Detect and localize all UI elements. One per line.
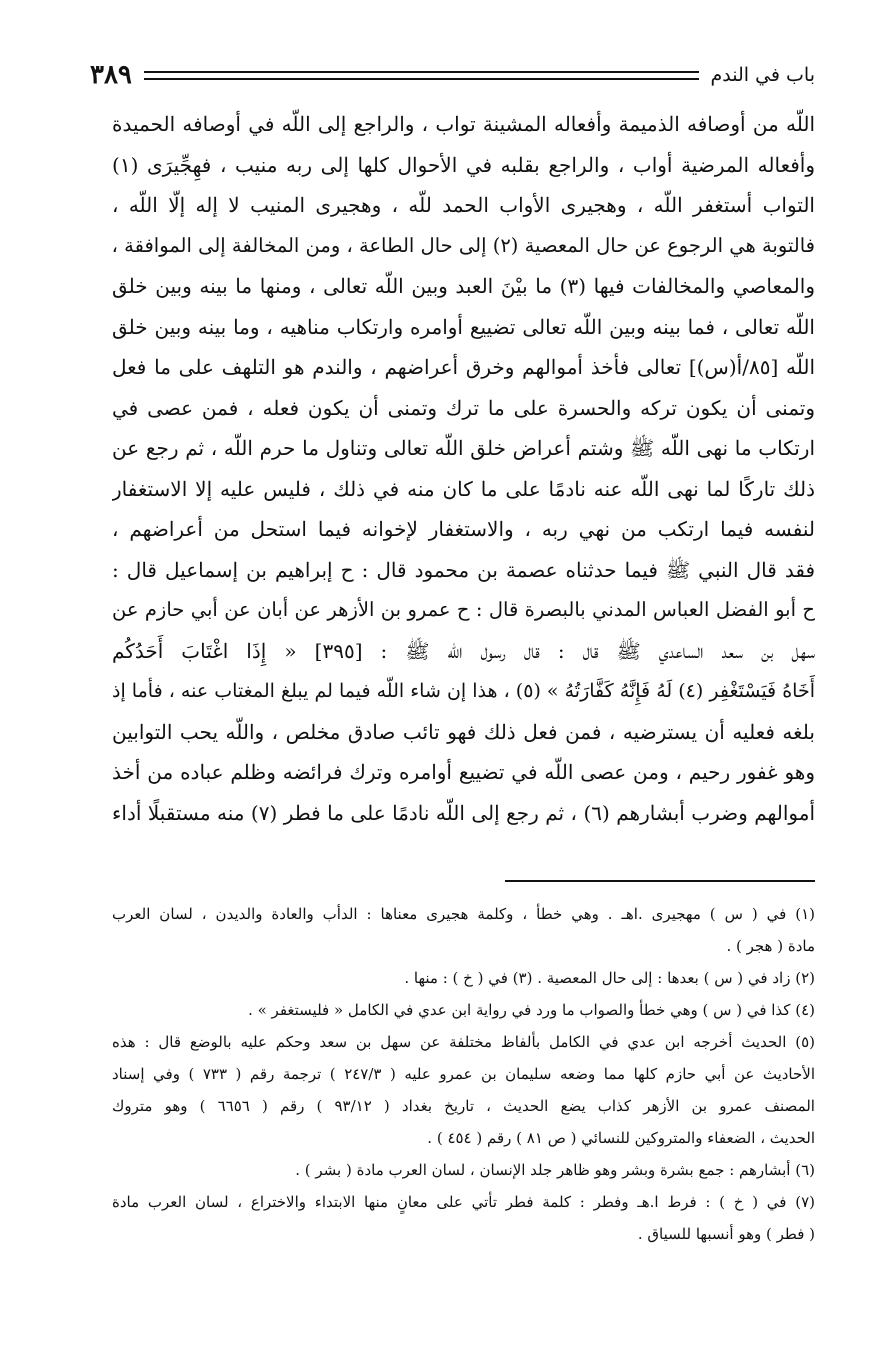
footnote-line: المصنف عمرو بن الأزهر كذاب يضع الحديث ، تاريخ بغداد ( ٩٣/١٢ ) رقم ( ٦٦٥٦ ) وهو متروك <box>112 1097 815 1115</box>
text-line: فقد قال النبي ﷺ فيما حدثناه عصمة بن محمود قال : ح إبراهيم بن إسماعيل قال : <box>112 557 815 582</box>
text-line: اللّه من أوصافه الذميمة وأفعاله المشينة تواب ، والراجع إلى اللّه في أوصافه الحميدة <box>112 112 815 136</box>
text-line: وتمنى أن يكون تركه والحسرة على ما ترك وتمنى أن يكون فعله ، فمن عصى في <box>112 395 815 420</box>
footnote-line: (٥) الحديث أخرجه ابن عدي في الكامل بألفاظ مختلفة عن سهل بن سعد وحكم عليه بالوضع قال : هذه <box>112 1033 815 1051</box>
footnote-line: الحديث ، الضعفاء والمتروكين للنسائي ( ص ٨١ ) رقم ( ٤٥٤ ) . <box>427 1129 815 1147</box>
text-line: فالتوبة هي الرجوع عن حال المعصية (٢) إلى حال الطاعة ، ومن المخالفة إلى الموافقة ، <box>112 233 815 257</box>
text-line: سهل بن سعد الساعدي ﷺ قال : قال رسول اللّه ﷺ : [٣٩٥] « إِذَا اغْتَابَ أَحَدُكُم <box>112 638 815 663</box>
text-line: ارتكاب ما نهى اللّه ﷺ وشتم أعراض خلق اللّه تعالى وتناول ما حرم اللّه ، ثم رجع عن <box>112 436 815 460</box>
running-header <box>90 58 815 92</box>
footnotes <box>112 898 815 1250</box>
footnote-line: (٧) في ( خ ) : فرط ا.هـ وفطر : كلمة فطر تأتي على معانٍ منها الابتداء والاختراع ، لسان العرب مادة <box>112 1193 815 1211</box>
page-number: ٣٨٩ <box>90 60 132 90</box>
text-line: اللّه [٨٥/أ(س)] تعالى فأخذ أموالهم وخرق أعراضهم ، والندم هو التلهف على ما فعل <box>112 355 815 379</box>
text-line: التواب أستغفر اللّه ، وهجيرى الأواب الحمد للّه ، وهجيرى المنيب لا إله إلّا اللّه ، <box>112 193 815 217</box>
footnote-line: مادة ( هجر ) . <box>726 937 815 955</box>
footnote-line: (٤) كذا في ( س ) وهي خطأ والصواب ما ورد في رواية ابن عدي في الكامل « فليستغفر » . <box>248 1001 815 1019</box>
text-line: والمعاصي والمخالفات فيها (٣) ما بيْنَ العبد وبين اللّه تعالى ، ومنها ما بينه وبين خلق <box>112 274 815 298</box>
footnote-separator <box>505 880 815 882</box>
footnote-line: (١) في ( س ) مهجيرى .اهـ . وهي خطأ ، وكلمة هجيرى معناها : الدأب والعادة والديدن ، لسان العرب <box>112 905 815 923</box>
text-line: أموالهم وضرب أبشارهم (٦) ، ثم رجع إلى اللّه نادمًا على ما فطر (٧) منه مستقبلًا أداء <box>112 800 815 825</box>
text-line: ذلك تاركًا لما نهى اللّه عنه نادمًا على ما كان منه في ذلك ، فليس عليه إلا الاستغفار <box>112 476 815 501</box>
text-line: بلغه فعليه أن يسترضيه ، فمن فعل ذلك فهو تائب صادق مخلص ، واللّه يحب التوابين <box>112 719 815 744</box>
text-line: لنفسه فيما ارتكب من نهي ربه ، والاستغفار لإخوانه فيما استحل من أعراضهم ، <box>112 517 815 541</box>
footnote-line: (٦) أبشارهم : جمع بشرة وبشر وهو ظاهر جلد الإنسان ، لسان العرب مادة ( بشر ) . <box>295 1161 815 1179</box>
header-rule <box>144 71 699 80</box>
footnote-line: ( فطر ) وهو أنسبها للسياق . <box>637 1225 815 1243</box>
text-line: وأفعاله المرضية أواب ، والراجع بقلبه في الأحوال كلها إلى ربه منيب ، فهِجِّيرَى (١) <box>112 152 815 177</box>
text-line: اللّه تعالى ، فما بينه وبين اللّه تعالى تضييع أوامره وارتكاب مناهيه ، وما بينه وبين خلق <box>112 314 815 339</box>
footnote-line: الأحاديث عن أبي حازم كلها مما وضعه سليمان بن عمرو عليه ( ٢٤٧/٣ ) ترجمة رقم ( ٧٣٣ ) وفي إسناد <box>112 1065 815 1083</box>
footnote-line: (٢) زاد في ( س ) بعدها : إلى حال المعصية . (٣) في ( خ ) : منها . <box>404 969 815 987</box>
chapter-title: باب في الندم <box>710 64 815 86</box>
text-line: ح أبو الفضل العباس المدني بالبصرة قال : ح عمرو بن الأزهر عن أبان عن أبي حازم عن <box>112 598 815 621</box>
main-text <box>112 104 815 833</box>
text-line: وهو غفور رحيم ، ومن عصى اللّه في تضييع أوامره وترك فرائضه وظلم عباده من أخذ <box>112 760 815 784</box>
text-line: أَخَاهُ فَيَسْتَغْفِر (٤) لَهُ فَإِنَّهُ كَفَّارَتُهُ » (٥) ، هذا إن شاء اللّه فيما لم يبلغ المغتاب عنه ، فأما إذ <box>112 680 815 702</box>
